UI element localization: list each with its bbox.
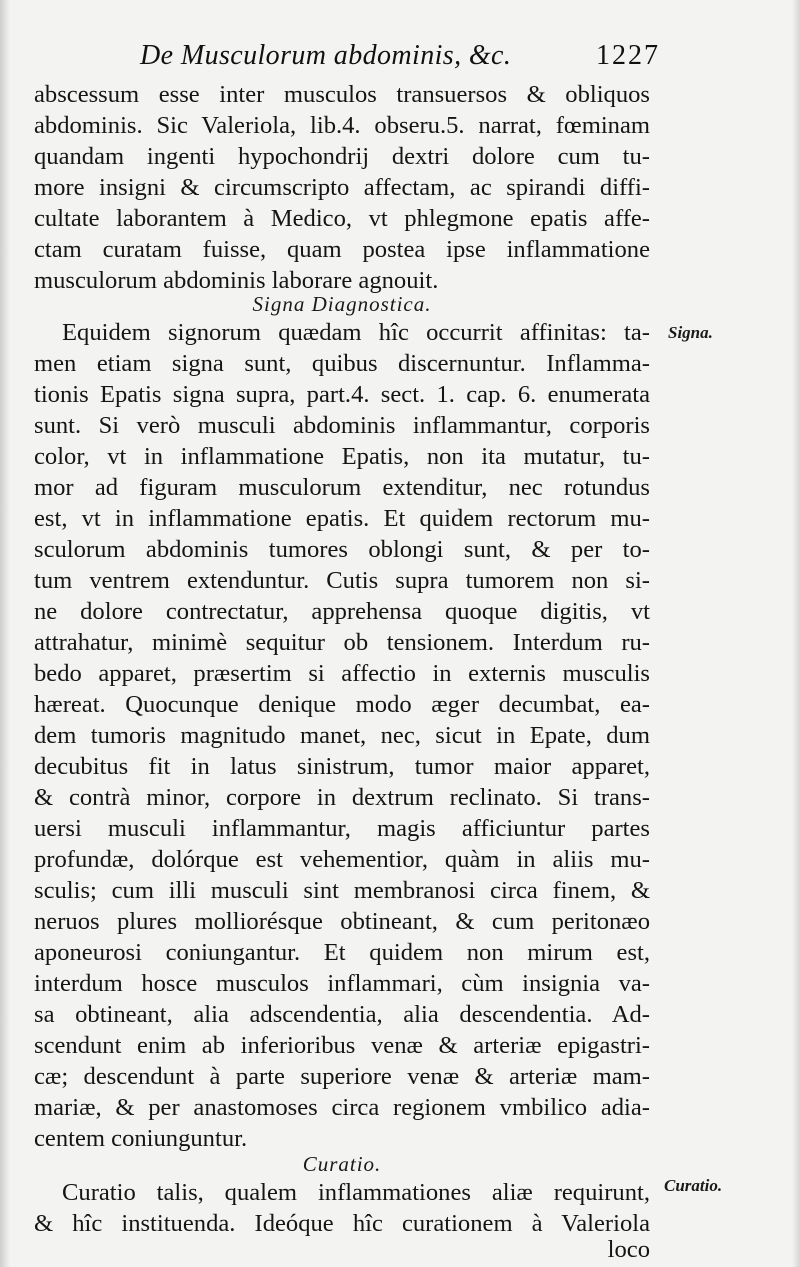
running-title: De Musculorum abdominis, &c. <box>140 40 512 71</box>
text-line: interdum hosce musculos inflammari, cùm insignia va- <box>34 970 650 997</box>
text-line: neruos plures molliorésque obtineant, & cum peritonæo <box>34 908 650 935</box>
text-line: ctam curatam fuisse, quam postea ipse inflammatione <box>34 236 650 263</box>
text-line: uersi musculi inflammantur, magis afficiuntur partes <box>34 815 650 842</box>
running-header <box>140 40 660 76</box>
text-line: decubitus fit in latus sinistrum, tumor maior apparet, <box>34 753 650 780</box>
text-line: est, vt in inflammatione epatis. Et quidem rectorum mu- <box>34 505 650 532</box>
text-line: mariæ, & per anastomoses circa regionem vmbilico adia- <box>34 1094 650 1121</box>
text-line: aponeurosi coniungantur. Et quidem non mirum est, <box>34 939 650 966</box>
text-line: attrahatur, minimè sequitur ob tensionem. Interdum ru- <box>34 629 650 656</box>
text-line: Equidem signorum quædam hîc occurrit affinitas: ta- <box>62 319 650 346</box>
text-line: mor ad figuram musculorum extenditur, nec rotundus <box>34 474 650 501</box>
section-heading-curatio: Curatio. <box>302 1152 382 1176</box>
text-line: abscessum esse inter musculos transuersos & obliquos <box>34 81 650 108</box>
text-line: Curatio talis, qualem inflammationes aliæ requirunt, <box>62 1179 650 1206</box>
text-line: scendunt enim ab inferioribus venæ & arteriæ epigastri- <box>34 1032 650 1059</box>
text-line: bedo apparet, præsertim si affectio in externis musculis <box>34 660 650 687</box>
text-line: sa obtineant, alia adscendentia, alia descendentia. Ad- <box>34 1001 650 1028</box>
text-line: abdominis. Sic Valeriola, lib.4. obseru.5. narrat, fœminam <box>34 112 650 139</box>
text-line: musculorum abdominis laborare agnouit. <box>34 267 439 294</box>
section-heading-signa: Signa Diagnostica. <box>252 292 432 316</box>
margin-note-signa: Signa. <box>668 323 713 342</box>
page-left-edge-shadow <box>0 0 10 1267</box>
text-line: men etiam signa sunt, quibus discernuntur. Inflamma- <box>34 350 650 377</box>
text-line: hæreat. Quocunque denique modo æger decumbat, ea- <box>34 691 650 718</box>
text-line: quandam ingenti hypochondrij dextri dolore cum tu- <box>34 143 650 170</box>
text-line: & contrà minor, corpore in dextrum reclinato. Si trans- <box>34 784 650 811</box>
catchword: loco <box>607 1236 650 1263</box>
text-line: centem coniunguntur. <box>34 1125 248 1152</box>
text-line: sculis; cum illi musculi sint membranosi circa finem, & <box>34 877 650 904</box>
text-line: sculorum abdominis tumores oblongi sunt, & per to- <box>34 536 650 563</box>
text-line: more insigni & circumscripto affectam, ac spirandi diffi- <box>34 174 650 201</box>
text-line: cæ; descendunt à parte superiore venæ & arteriæ mam- <box>34 1063 650 1090</box>
text-line: profundæ, dolórque est vehementior, quàm in aliis mu- <box>34 846 650 873</box>
text-line: & hîc instituenda. Ideóque hîc curationem à Valeriola <box>34 1210 650 1237</box>
text-line: sunt. Si verò musculi abdominis inflammantur, corporis <box>34 412 650 439</box>
text-line: tum ventrem extenduntur. Cutis supra tumorem non si- <box>34 567 650 594</box>
page-right-edge-shadow <box>792 0 800 1267</box>
margin-note-curatio: Curatio. <box>664 1176 723 1195</box>
text-line: cultate laborantem à Medico, vt phlegmone epatis affe- <box>34 205 650 232</box>
text-line: ne dolore contrectatur, apprehensa quoque digitis, vt <box>34 598 650 625</box>
page-number: 1227 <box>596 40 660 71</box>
text-line: color, vt in inflammatione Epatis, non ita mutatur, tu- <box>34 443 650 470</box>
text-line: tionis Epatis signa supra, part.4. sect. 1. cap. 6. enumerata <box>34 381 650 408</box>
text-line: dem tumoris magnitudo manet, nec, sicut in Epate, dum <box>34 722 650 749</box>
